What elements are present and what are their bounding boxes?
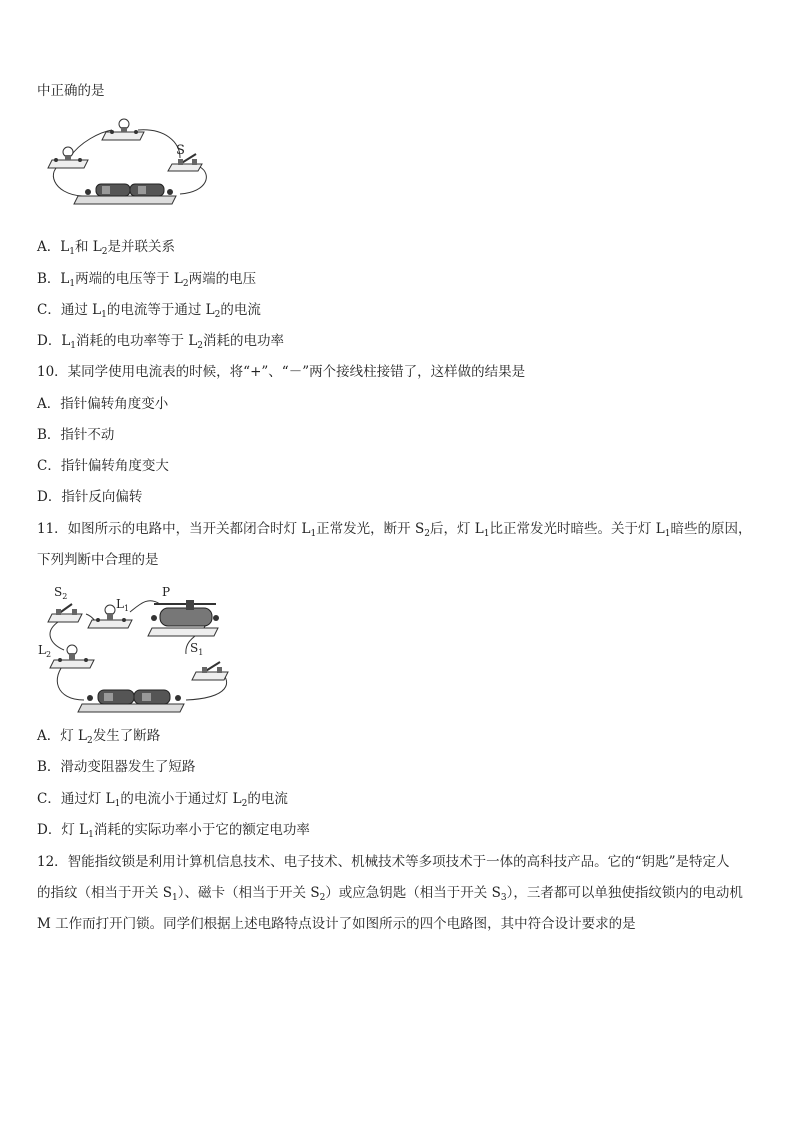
- q10-stem: 10．某同学使用电流表的时候，将“+”、“－”两个接线柱接错了，这样做的结果是: [37, 364, 526, 380]
- q11-stem-line2: 下列判断中合理的是: [37, 552, 159, 568]
- q10-option-d: D．指针反向偏转: [37, 489, 143, 505]
- l1-label: $L_1$: [116, 597, 130, 613]
- q10-option-a: A．指针偏转角度变小: [37, 396, 169, 412]
- circuit-figure-q9: [40, 112, 210, 214]
- q9-option-d: D．$L_1$消耗的电功率等于 $L_2$消耗的电功率: [37, 333, 285, 351]
- circuit-figure-q11: [36, 582, 236, 722]
- s1-label: $S_1$: [190, 641, 204, 657]
- q9-option-a: A．$L_1$和 $L_2$是并联关系: [37, 239, 175, 257]
- q11-option-a: A．灯 $L_2$发生了断路: [37, 728, 161, 746]
- q11-option-c: C．通过灯 $L_1$的电流小于通过灯 $L_2$的电流: [37, 791, 288, 809]
- question-continuation: 中正确的是: [37, 83, 105, 99]
- s2-label: $S_2$: [54, 585, 68, 601]
- q10-option-c: C．指针偏转角度变大: [37, 458, 169, 474]
- q9-option-b: B．$L_1$两端的电压等于 $L_2$两端的电压: [37, 271, 257, 289]
- q11-option-b: B．滑动变阻器发生了短路: [37, 759, 196, 775]
- l2-label: $L_2$: [38, 643, 52, 659]
- q12-stem-line1: 12．智能指纹锁是利用计算机信息技术、电子技术、机械技术等多项技术于一体的高科技产品。它的“钥匙”是特定人: [37, 854, 730, 870]
- q10-option-b: B．指针不动: [37, 427, 115, 443]
- q11-option-d: D．灯 $L_1$消耗的实际功率小于它的额定电功率: [37, 822, 310, 840]
- q11-stem-line1: 11．如图所示的电路中，当开关都闭合时灯 $L_1$正常发光，断开 $S_2$后，灯 $L_1$比正常发光时暗些。关于灯 $L_1$暗些的原因，: [37, 521, 752, 539]
- switch-label: S: [176, 143, 185, 158]
- slider-p-label: P: [162, 585, 171, 599]
- q9-option-c: C．通过 $L_1$的电流等于通过 $L_2$的电流: [37, 302, 261, 320]
- q12-stem-line2: 的指纹（相当于开关 $S_1$）、磁卡（相当于开关 $S_2$）或应急钥匙（相当于开关 $S_3$），三者都可以单独使指纹锁内的电动机: [37, 885, 743, 903]
- q12-stem-line3: M 工作而打开门锁。同学们根据上述电路特点设计了如图所示的四个电路图，其中符合设计要求的是: [37, 916, 636, 932]
